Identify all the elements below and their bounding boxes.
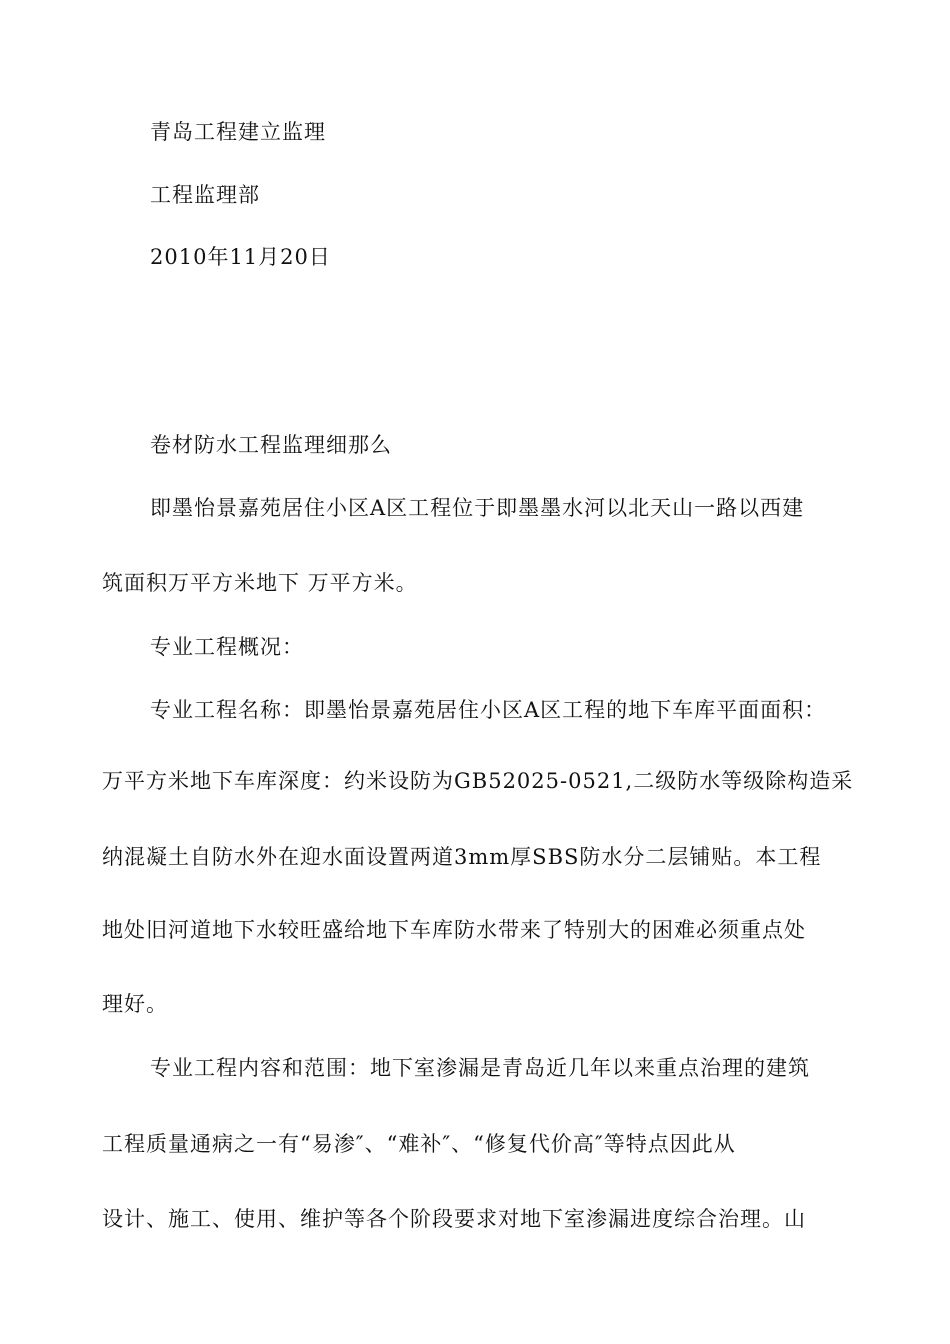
paragraph-line: 专业工程名称：即墨怡景嘉苑居住小区A区工程的地下车库平面面积： xyxy=(150,698,827,722)
paragraph-line: 工程质量通病之一有“易渗″、“难补″、“修复代价高″等特点因此从 xyxy=(102,1132,736,1156)
dept-name: 工程监理部 xyxy=(150,183,260,207)
paragraph-line: 专业工程内容和范围：地下室渗漏是青岛近几年以来重点治理的建筑 xyxy=(150,1056,810,1080)
paragraph-line: 万平方米地下车库深度：约米设防为GB52025-0521,二级防水等级除构造采 xyxy=(102,769,854,793)
org-name: 青岛工程建立监理 xyxy=(150,120,326,144)
paragraph-line: 设计、施工、使用、维护等各个阶段要求对地下室渗漏进度综合治理。山 xyxy=(102,1207,806,1231)
paragraph-line: 即墨怡景嘉苑居住小区A区工程位于即墨墨水河以北天山一路以西建 xyxy=(150,496,805,520)
paragraph-line: 理好。 xyxy=(102,992,168,1016)
paragraph-line: 专业工程概况： xyxy=(150,635,304,659)
section-title: 卷材防水工程监理细那么 xyxy=(150,433,392,457)
doc-date: 2010年11月20日 xyxy=(150,245,331,269)
paragraph-line: 地处旧河道地下水较旺盛给地下车库防水带来了特别大的困难必须重点处 xyxy=(102,918,806,942)
paragraph-line: 纳混凝土自防水外在迎水面设置两道3mm厚SBS防水分二层铺贴。本工程 xyxy=(102,845,822,869)
paragraph-line: 筑面积万平方米地下 万平方米。 xyxy=(102,571,418,595)
